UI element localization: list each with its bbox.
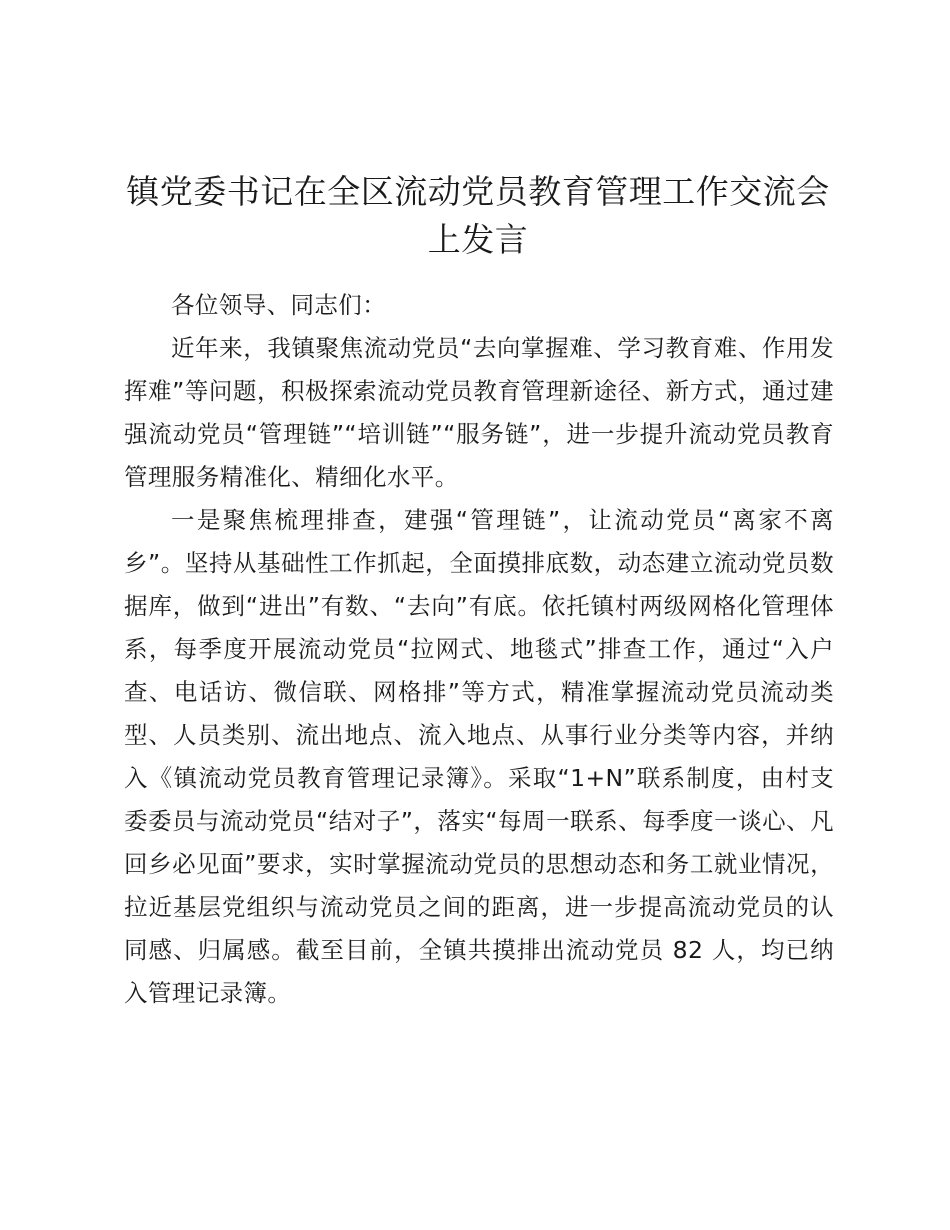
paragraph-management-chain: 一是聚焦梳理排查，建强“管理链”，让流动党员“离家不离乡”。坚持从基础性工作抓起，全面摸排底数，动态建立流动党员数据库，做到“进出”有数、“去向”有底。依托镇村两级网格化管理体系，每季度开展流动党员“拉网式、地毯式”排查工作，通过“入户查、电话访、微信联、网格排”等方式，精准掌握流动党员流动类型、人员类别、流出地点、流入地点、从事行业分类等内容，并纳入《镇流动党员教育管理记录簿》。采取“1+N”联系制度，由村支委委员与流动党员“结对子”，落实“每周一联系、每季度一谈心、凡回乡必见面”要求，实时掌握流动党员的思想动态和务工就业情况，拉近基层党组织与流动党员之间的距离，进一步提高流动党员的认同感、归属感。截至目前，全镇共摸排出流动党员 82 人，均已纳入管理记录簿。: [124, 506, 834, 1007]
paragraph-intro: 近年来，我镇聚焦流动党员“去向掌握难、学习教育难、作用发挥难”等问题，积极探索流动党员教育管理新途径、新方式，通过建强流动党员“管理链”“培训链”“服务链”，进一步提升流动党员教育管理服务精准化、精细化水平。: [124, 334, 834, 491]
salutation: 各位领导、同志们：: [171, 291, 387, 319]
document-title: 镇党委书记在全区流动党员教育管理工作交流会上发言: [126, 172, 830, 259]
document-body: [124, 284, 834, 1015]
